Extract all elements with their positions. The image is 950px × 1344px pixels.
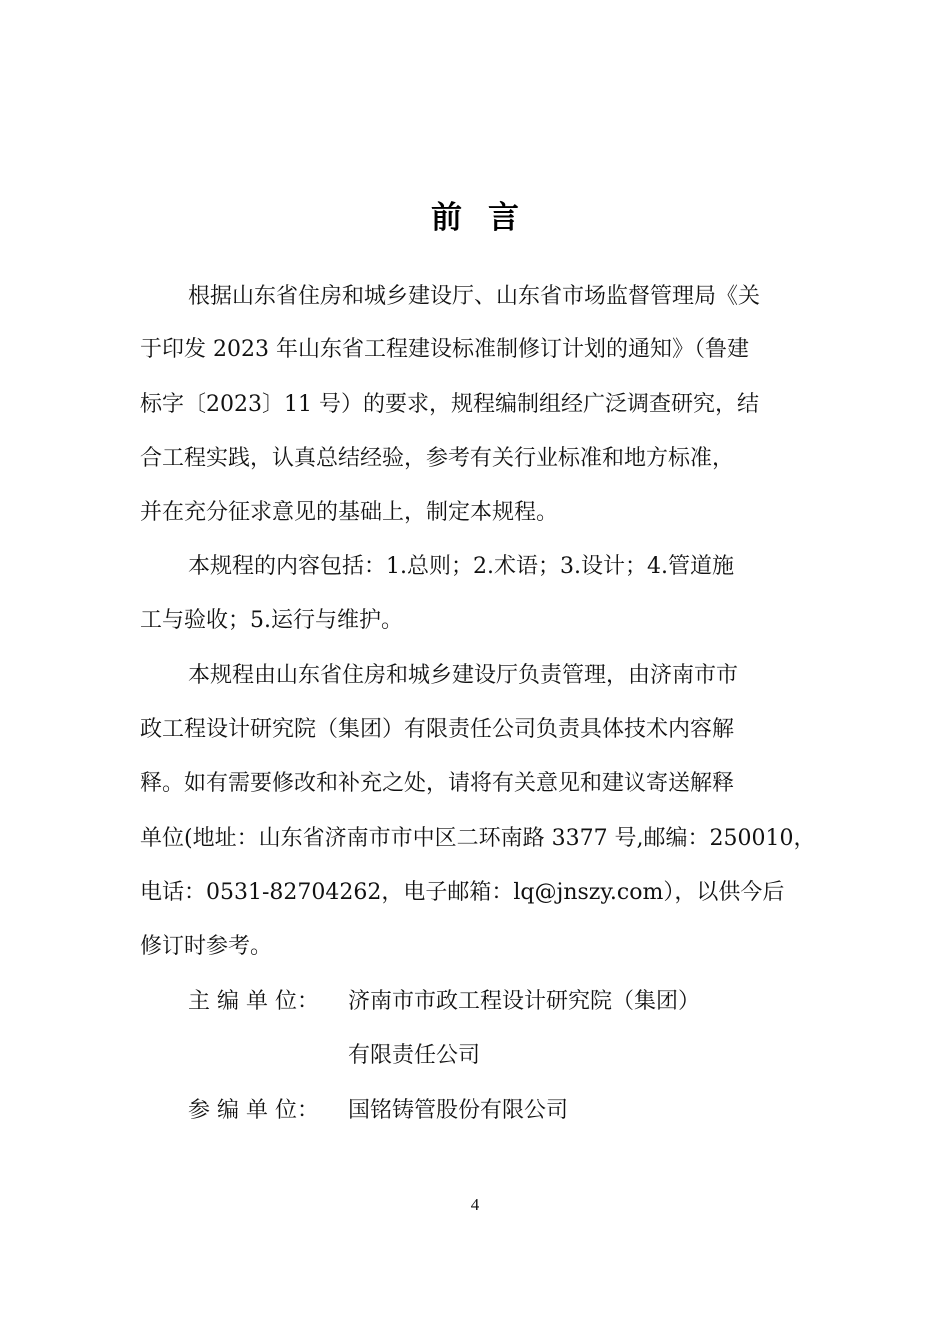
organization-value: 济南市市政工程设计研究院（集团） bbox=[348, 989, 701, 1014]
paragraph-line: 并在充分征求意见的基础上，制定本规程。 bbox=[140, 500, 559, 525]
paragraph-line: 标字〔2023〕11 号）的要求，规程编制组经广泛调查研究，结 bbox=[140, 392, 759, 417]
paragraph-line: 政工程设计研究院（集团）有限责任公司负责具体技术内容解 bbox=[140, 717, 735, 742]
paragraph-line: 工与验收；5.运行与维护。 bbox=[140, 608, 403, 633]
page-title: 前言 bbox=[431, 200, 545, 236]
organization-value: 国铭铸管股份有限公司 bbox=[348, 1098, 569, 1123]
paragraph-line: 电话：0531-82704262，电子邮箱：lq@jnszy.com），以供今后 bbox=[140, 880, 785, 905]
paragraph-line: 本规程的内容包括：1.总则；2.术语；3.设计；4.管道施 bbox=[188, 554, 734, 579]
paragraph-line: 本规程由山东省住房和城乡建设厅负责管理，由济南市市 bbox=[188, 663, 739, 688]
paragraph-line: 释。如有需要修改和补充之处，请将有关意见和建议寄送解释 bbox=[140, 771, 735, 796]
organization-value: 有限责任公司 bbox=[348, 1043, 481, 1068]
paragraph-line: 合工程实践，认真总结经验，参考有关行业标准和地方标准， bbox=[140, 446, 735, 471]
organization-label: 主 编 单 位： bbox=[188, 989, 319, 1014]
page-number: 4 bbox=[470, 1195, 480, 1214]
organization-label: 参 编 单 位： bbox=[188, 1098, 319, 1123]
paragraph-line: 修订时参考。 bbox=[140, 934, 273, 959]
paragraph-line: 根据山东省住房和城乡建设厅、山东省市场监督管理局《关 bbox=[188, 284, 761, 309]
paragraph-line: 单位(地址：山东省济南市市中区二环南路 3377 号,邮编：250010， bbox=[140, 826, 816, 851]
paragraph-line: 于印发 2023 年山东省工程建设标准制修订计划的通知》（鲁建 bbox=[140, 337, 749, 362]
